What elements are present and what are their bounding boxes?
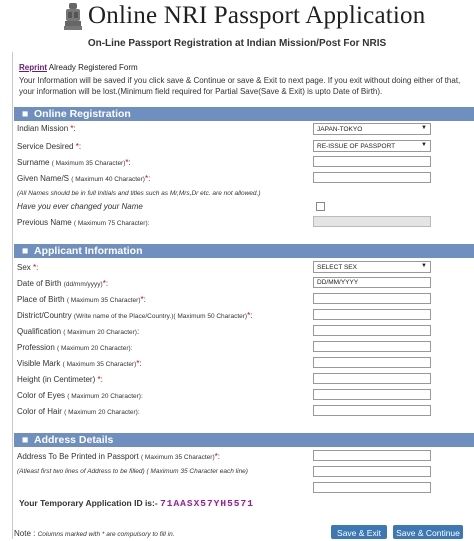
names-note: (All Names should be in full Initials and titles such as Mr,Mrs,Dr etc. are not allowed.) bbox=[17, 190, 261, 197]
address-line3-input[interactable] bbox=[313, 482, 431, 493]
dob-label: Date of Birth (dd/mm/yyyy)*: bbox=[17, 279, 109, 288]
chevron-down-icon: ▼ bbox=[421, 263, 427, 269]
indian-mission-select[interactable]: JAPAN-TOKYO ▼ bbox=[313, 123, 431, 135]
address-note: (Atleast first two lines of Address to be filled) ( Maximum 35 Character each line) bbox=[17, 468, 248, 475]
surname-input[interactable] bbox=[313, 156, 431, 167]
qualification-label: Qualification ( Maximum 20 Character): bbox=[17, 327, 140, 336]
hair-label: Color of Hair ( Maximum 20 Character): bbox=[17, 407, 140, 416]
note-text: Columns marked with * are compulsory to fill in. bbox=[37, 531, 175, 538]
page-title: Online NRI Passport Application bbox=[88, 2, 426, 29]
given-name-input[interactable] bbox=[313, 172, 431, 183]
page-header bbox=[0, 0, 474, 34]
save-exit-button[interactable]: Save & Exit bbox=[331, 525, 387, 539]
address-line1-input[interactable] bbox=[313, 450, 431, 461]
height-label: Height (in Centimeter) *: bbox=[17, 375, 103, 384]
changed-name-label: Have you ever changed your Name bbox=[17, 202, 143, 211]
hair-input[interactable] bbox=[313, 405, 431, 416]
service-desired-label: Service Desired *: bbox=[17, 142, 82, 151]
profession-label: Profession ( Maximum 20 Character): bbox=[17, 343, 133, 352]
section-bullet-icon: ■ bbox=[22, 245, 29, 257]
page-subtitle: On-Line Passport Registration at Indian Mission/Post For NRIS bbox=[87, 38, 387, 49]
district-label: District/Country (Write name of the Place/Country.)( Maximum 50 Character)*: bbox=[17, 311, 253, 320]
national-emblem-icon bbox=[62, 2, 84, 32]
place-of-birth-input[interactable] bbox=[313, 293, 431, 304]
qualification-input[interactable] bbox=[313, 325, 431, 336]
section-applicant-information bbox=[14, 244, 474, 258]
section-online-registration bbox=[14, 107, 474, 121]
eyes-input[interactable] bbox=[313, 389, 431, 400]
previous-name-label: Previous Name ( Maximum 75 Character): bbox=[17, 218, 150, 227]
surname-label: Surname ( Maximum 35 Character)*: bbox=[17, 158, 131, 167]
district-input[interactable] bbox=[313, 309, 431, 320]
chevron-down-icon: ▼ bbox=[421, 125, 427, 131]
section-bullet-icon: ■ bbox=[22, 434, 29, 446]
temp-id-value: 71AASX57YH5571 bbox=[160, 498, 254, 509]
section-title: Applicant Information bbox=[34, 245, 143, 257]
address-line2-input[interactable] bbox=[313, 466, 431, 477]
profession-input[interactable] bbox=[313, 341, 431, 352]
place-of-birth-label: Place of Birth ( Maximum 35 Character)*: bbox=[17, 295, 146, 304]
address-label: Address To Be Printed in Passport ( Maximum 35 Character)*: bbox=[17, 452, 220, 461]
visible-mark-label: Visible Mark ( Maximum 35 Character)*: bbox=[17, 359, 142, 368]
temp-application-id bbox=[19, 498, 254, 509]
previous-name-input[interactable] bbox=[313, 216, 431, 227]
sex-label: Sex *: bbox=[17, 263, 39, 272]
reprint-text: Already Registered Form bbox=[48, 63, 138, 72]
section-bullet-icon: ■ bbox=[22, 108, 29, 120]
temp-id-label: Your Temporary Application ID is:- bbox=[19, 498, 158, 508]
note-label: Note : bbox=[14, 529, 36, 538]
save-info-text: Your Information will be saved if you click save & Continue or save & Exit to next page. If you exit without doing either of that, your information will be lost.(Minimum field required for Partial Save(Save & Exit) is upto Date of Birth). bbox=[19, 76, 461, 96]
height-input[interactable] bbox=[313, 373, 431, 384]
save-continue-button[interactable]: Save & Continue bbox=[393, 525, 463, 539]
section-title: Online Registration bbox=[34, 108, 131, 120]
service-desired-select[interactable]: RE-ISSUE OF PASSPORT ▼ bbox=[313, 140, 431, 152]
chevron-down-icon: ▼ bbox=[421, 142, 427, 148]
reprint-row bbox=[19, 63, 138, 72]
reprint-link[interactable]: Reprint bbox=[19, 63, 47, 72]
section-address-details bbox=[14, 433, 474, 447]
footer-note bbox=[14, 529, 175, 538]
given-name-label: Given Name/S ( Maximum 40 Character)*: bbox=[17, 174, 151, 183]
visible-mark-input[interactable] bbox=[313, 357, 431, 368]
eyes-label: Color of Eyes ( Maximum 20 Character): bbox=[17, 391, 143, 400]
dob-input[interactable]: DD/MM/YYYY bbox=[313, 277, 431, 288]
sex-select[interactable]: SELECT SEX ▼ bbox=[313, 261, 431, 273]
section-title: Address Details bbox=[34, 434, 114, 446]
indian-mission-label: Indian Mission *: bbox=[17, 124, 76, 133]
changed-name-checkbox[interactable] bbox=[316, 202, 325, 211]
